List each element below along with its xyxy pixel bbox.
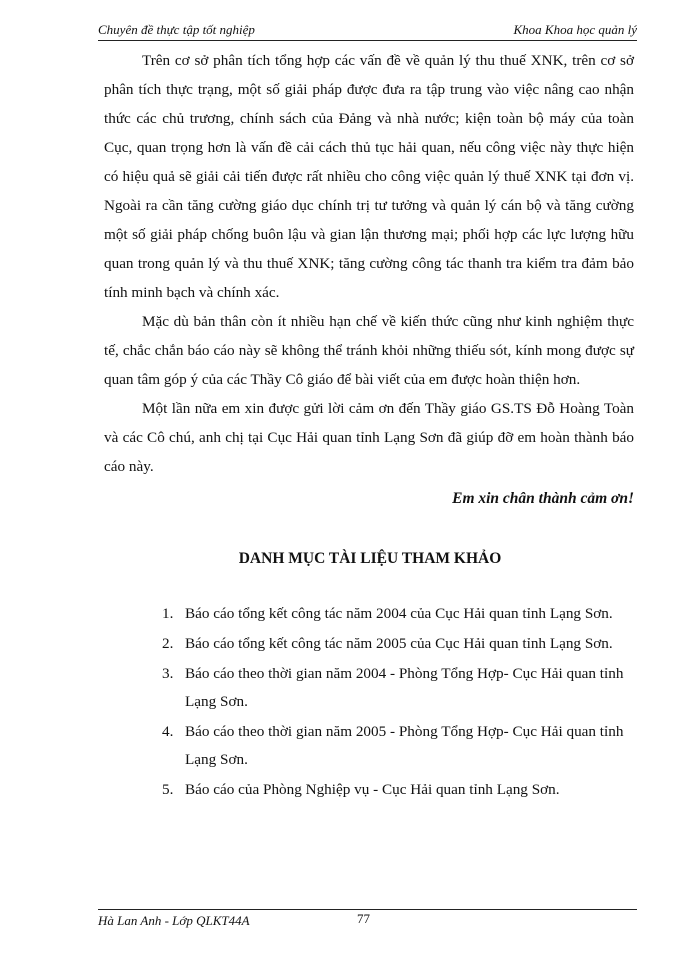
reference-text: Báo cáo theo thời gian năm 2004 - Phòng Tổng Hợp- Cục Hải quan tỉnh Lạng Sơn. xyxy=(185,665,624,710)
reference-number: 3. xyxy=(162,665,174,682)
header-right-text: Khoa Khoa học quản lý xyxy=(513,22,637,37)
references-title: DANH MỤC TÀI LIỆU THAM KHẢO xyxy=(238,550,502,567)
paragraph-2: Mặc dù bản thân còn ít nhiều hạn chế về kiến thức cũng như kinh nghiệm thực tế, chắc chắn báo cáo này sẽ không thể tránh khỏi những thiếu sót, kính mong được sự quan tâm góp ý của các Thầy Cô giáo để bài viết của em được hoàn thiện hơn. xyxy=(104,313,634,388)
reference-item xyxy=(162,660,637,716)
reference-text: Báo cáo theo thời gian năm 2005 - Phòng Tổng Hợp- Cục Hải quan tỉnh Lạng Sơn. xyxy=(185,723,624,768)
paragraph-3: Một lần nữa em xin được gửi lời cảm ơn đến Thầy giáo GS.TS Đỗ Hoàng Toàn và các Cô chú, anh chị tại Cục Hải quan tỉnh Lạng Sơn đã giúp đỡ em hoàn thành báo cáo này. xyxy=(104,400,634,475)
closing-thanks: Em xin chân thành cảm ơn! xyxy=(452,490,634,507)
footer-divider xyxy=(98,909,637,910)
reference-number: 1. xyxy=(162,605,174,622)
references-list xyxy=(162,600,637,806)
reference-text: Báo cáo của Phòng Nghiệp vụ - Cục Hải quan tỉnh Lạng Sơn. xyxy=(185,781,560,798)
reference-item xyxy=(162,718,637,774)
footer-author: Hà Lan Anh - Lớp QLKT44A xyxy=(98,913,250,928)
reference-text: Báo cáo tổng kết công tác năm 2005 của Cục Hải quan tỉnh Lạng Sơn. xyxy=(185,635,613,652)
reference-number: 2. xyxy=(162,635,174,652)
header-left-text: Chuyên đề thực tập tốt nghiệp xyxy=(98,22,255,37)
reference-number: 5. xyxy=(162,781,174,798)
reference-item xyxy=(162,630,637,658)
reference-text: Báo cáo tổng kết công tác năm 2004 của Cục Hải quan tỉnh Lạng Sơn. xyxy=(185,605,613,622)
page-number: 77 xyxy=(357,911,370,926)
reference-item xyxy=(162,776,637,804)
reference-item xyxy=(162,600,637,628)
page-header xyxy=(98,22,637,41)
body-text xyxy=(104,46,634,481)
paragraph-1: Trên cơ sở phân tích tổng hợp các vấn đề về quản lý thu thuế XNK, trên cơ sở phân tích thực trạng, một số giải pháp được đưa ra tập trung vào việc nâng cao nhận thức các chủ trương, chính sách của Đảng và nhà nước; kiện toàn bộ máy của toàn Cục, quan trọng hơn là vấn đề cải cách thủ tục hải quan, nếu công việc này thực hiện có hiệu quả sẽ giải cải tiến được rất nhiều cho công việc quản lý thuế XNK tại đơn vị. Ngoài ra cần tăng cường giáo dục chính trị tư tưởng và quản lý cán bộ và tăng cường một số giải pháp chống buôn lậu và gian lận thương mại; phối hợp các lực lượng hữu quan trong quản lý và thu thuế XNK; tăng cường công tác thanh tra kiểm tra đảm bảo tính minh bạch và chính xác. xyxy=(104,52,634,301)
reference-number: 4. xyxy=(162,723,174,740)
